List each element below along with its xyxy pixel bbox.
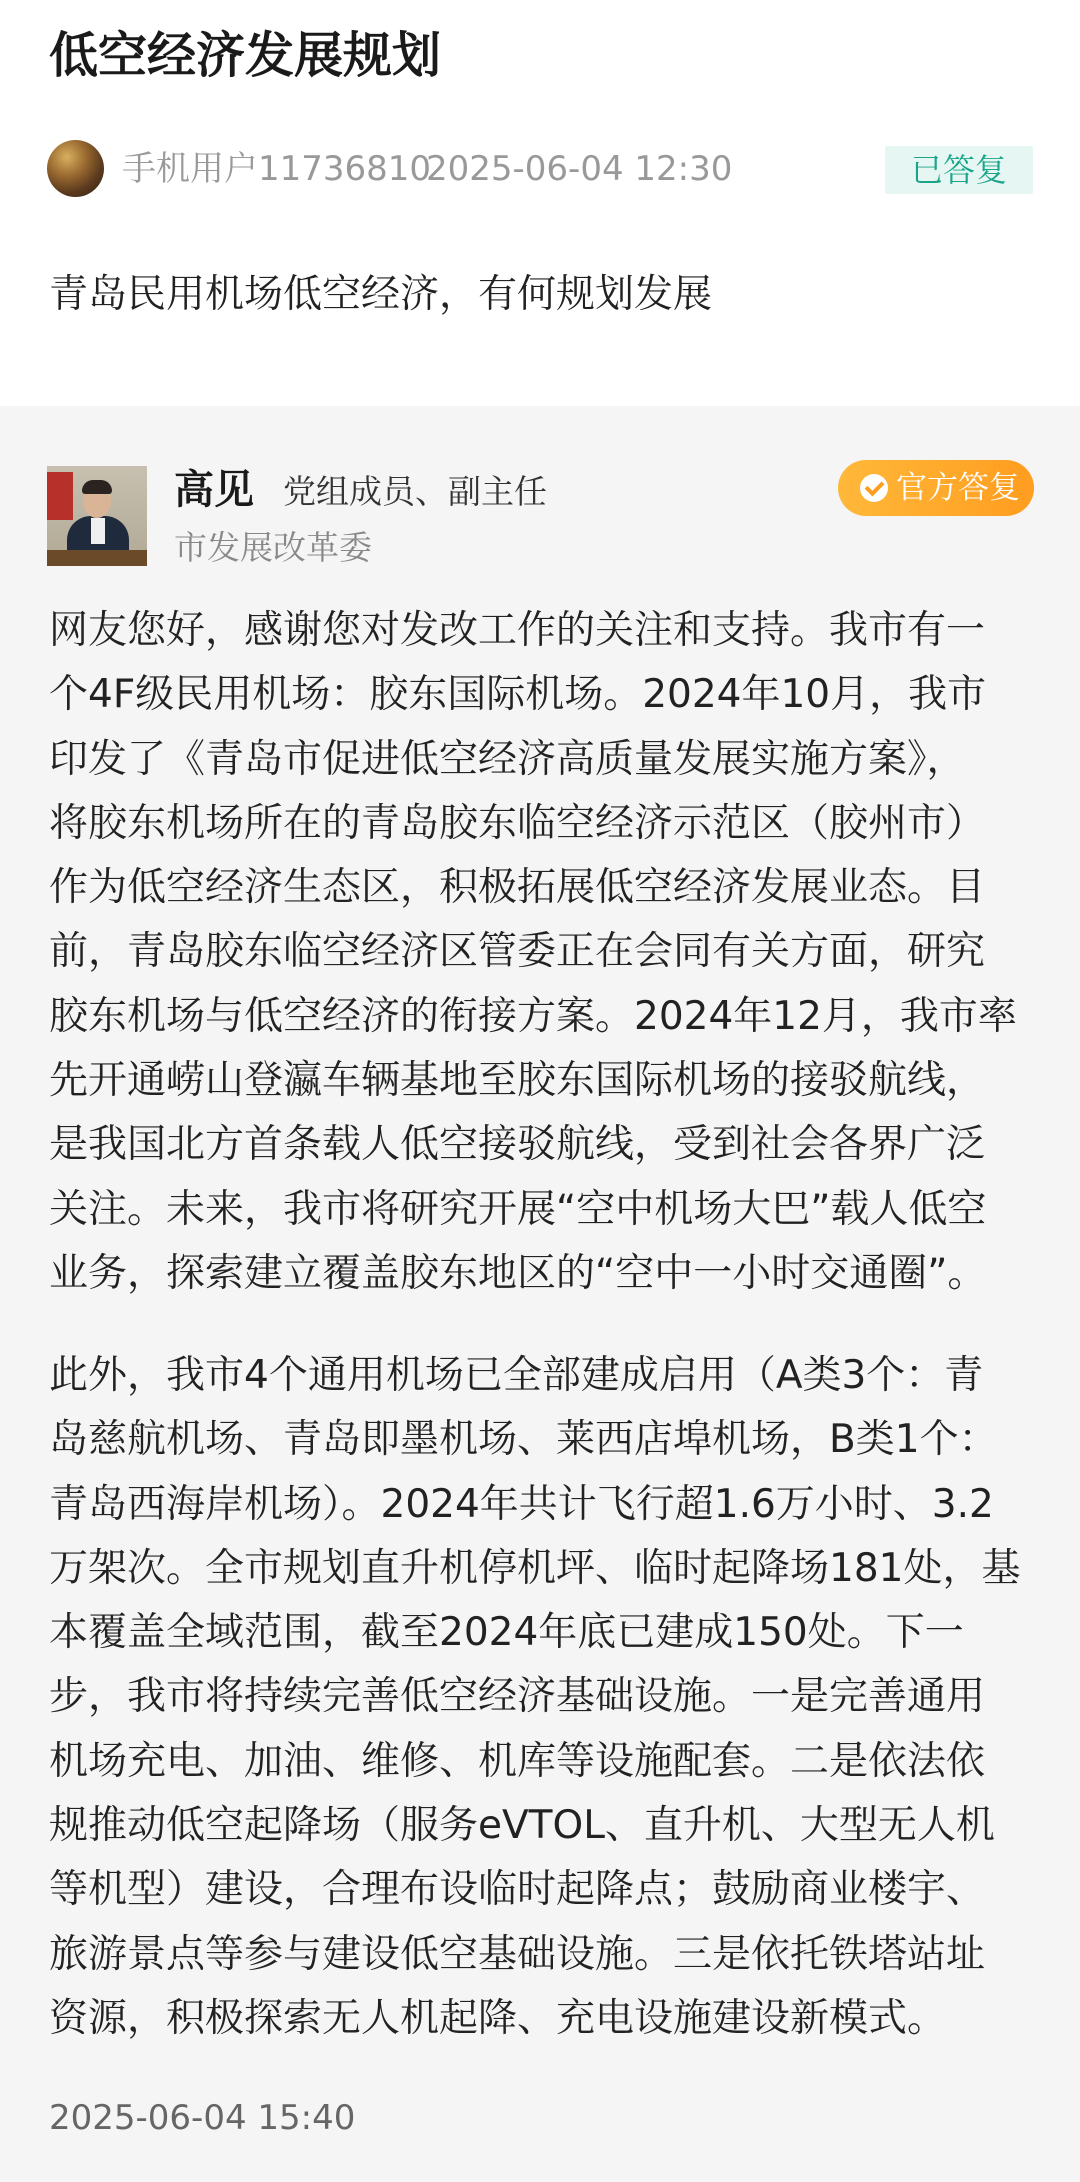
- official-photo[interactable]: [47, 466, 147, 566]
- answer-line: 将胶东机场所在的青岛胶东临空经济示范区（胶州市）: [49, 800, 986, 846]
- shirt-shape: [91, 518, 105, 544]
- answer-line: 此外，我市4个通用机场已全部建成启用（A类3个：青: [49, 1353, 984, 1398]
- answer-line: 胶东机场与低空经济的衔接方案。2024年12月，我市率: [49, 993, 1017, 1039]
- answer-line: 等机型）建设，合理布设临时起降点；鼓励商业楼宇、: [49, 1867, 986, 1913]
- official-reply-badge: [838, 460, 1034, 516]
- desk-shape: [47, 550, 147, 566]
- answer-paragraph-1: [49, 599, 1034, 1306]
- answer-line: 机场充电、加油、维修、机库等设施配套。二是依法依: [49, 1738, 986, 1784]
- official-name: 高见: [174, 467, 254, 513]
- answer-line: 本覆盖全域范围，截至2024年底已建成150处。下一: [49, 1610, 964, 1656]
- answer-line: 步，我市将持续完善低空经济基础设施。一是完善通用: [49, 1674, 986, 1720]
- verified-check-icon: [860, 474, 888, 502]
- hair-shape: [82, 480, 112, 494]
- answer-line: 关注。未来，我市将研究开展“空中机场大巴”载人低空: [49, 1186, 987, 1232]
- official-reply-label: 官方答复: [896, 470, 1020, 506]
- answer-line: 业务，探索建立覆盖胶东地区的“空中一小时交通圈”。: [49, 1250, 987, 1296]
- answer-line: 网友您好，感谢您对发改工作的关注和支持。我市有一: [49, 608, 986, 653]
- answer-line: 个4F级民用机场：胶东国际机场。2024年10月，我市: [49, 672, 987, 718]
- question-title: 低空经济发展规划: [49, 27, 442, 84]
- question-time: 2025-06-04 12:30: [426, 149, 733, 189]
- official-organization: 市发展改革委: [174, 528, 372, 567]
- question-content: 青岛民用机场低空经济，有何规划发展: [49, 272, 713, 317]
- answer-line: 青岛西海岸机场）。2024年共计飞行超1.6万小时、3.2: [49, 1481, 994, 1527]
- answer-line: 先开通崂山登瀛车辆基地至胶东国际机场的接驳航线，: [49, 1058, 986, 1104]
- answer-time: 2025-06-04 15:40: [49, 2098, 356, 2138]
- answer-section: [0, 406, 1080, 2182]
- question-section: [0, 0, 1080, 406]
- answer-line: 是我国北方首条载人低空接驳航线，受到社会各界广泛: [49, 1122, 986, 1168]
- answer-paragraph-2: [49, 1344, 1034, 2051]
- user-avatar[interactable]: [47, 140, 104, 197]
- answer-line: 万架次。全市规划直升机停机坪、临时起降场181处，基: [49, 1545, 1021, 1591]
- answer-line: 岛慈航机场、青岛即墨机场、莱西店埠机场，B类1个：: [49, 1417, 998, 1463]
- answer-line: 旅游景点等参与建设低空基础设施。三是依托铁塔站址: [49, 1931, 986, 1977]
- answer-line: 前，青岛胶东临空经济区管委正在会同有关方面，研究: [49, 929, 986, 975]
- status-badge: 已答复: [885, 146, 1033, 194]
- answer-line: 印发了《青岛市促进低空经济高质量发展实施方案》，: [49, 736, 966, 782]
- answer-line: 作为低空经济生态区，积极拓展低空经济发展业态。目: [49, 865, 986, 911]
- official-title: 党组成员、副主任: [283, 472, 547, 511]
- answer-line: 资源，积极探索无人机起降、充电设施建设新模式。: [49, 1995, 947, 2041]
- flag-shape: [47, 472, 73, 520]
- question-user-name[interactable]: 手机用户11736810: [122, 149, 432, 189]
- answer-line: 规推动低空起降场（服务eVTOL、直升机、大型无人机: [49, 1803, 995, 1849]
